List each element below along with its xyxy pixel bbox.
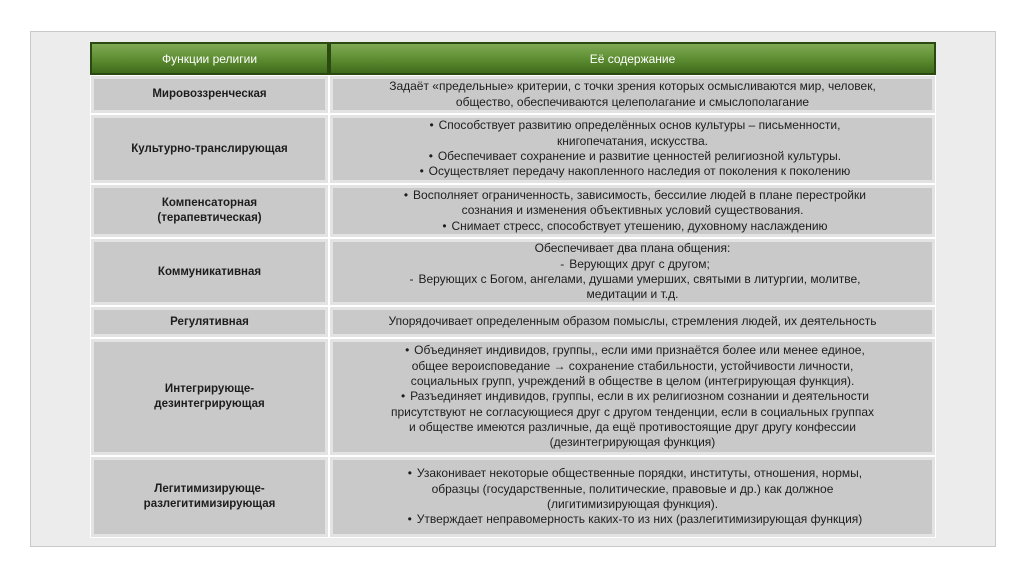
bullet-marker: • [405,343,410,358]
bullet-marker: • [407,466,412,481]
content-line: Обеспечивает два плана общения: [534,241,731,256]
content-line: Верующих с Богом, ангелами, душами умерших, святыми в литургии, молитве, [418,272,861,286]
function-cultural: Культурно-транслирующая [90,114,329,184]
content-line: и обществе имеются различные, да ещё противостоящие друг другу конфессии [409,420,856,435]
bullet-marker: • [428,149,433,163]
content-line: Осуществляет передачу накопленного наследия от поколения к поколению [428,164,851,179]
header-functions: Функции религии [90,42,329,75]
bullet-marker: • [403,187,409,202]
religion-functions-table [90,42,936,538]
function-legitimizing [90,456,329,538]
content-line: общество, обеспечиваются целеполагание и смыслополагание [455,94,810,109]
function-regulative: Регулятивная [90,306,329,338]
content-line: Объединяет индивидов, группы,, если ими признаётся более или менее единое, [414,343,865,358]
content-line: Упорядочивает определенным образом помыслы, стремления людей, их деятельность [388,314,877,329]
function-label-line: Интегрирующе- [164,383,255,396]
content-regulative [329,306,936,338]
content-line: медитации и т.д. [586,287,679,302]
function-label-line: дезинтегрирующая [154,398,265,410]
content-line: Утверждает неправомерность каких-то из них (разлегитимизирующая функция) [416,512,863,527]
content-line: Способствует развитию определённых основ культуры – письменности, [438,118,841,133]
content-line: книгопечатания, искусства. [556,133,709,148]
bullet-marker: • [407,512,412,527]
content-line: социальных групп, учреждений в обществе в целом (интегрирующая функция). [410,373,855,388]
content-line: Снимает стресс, способствует утешению, духовному наслаждению [451,218,828,233]
content-communicative [329,238,936,306]
content-line: сознания и изменения объективных условий существования. [461,203,804,218]
content-line: Верующих друг с другом; [569,256,710,271]
bullet-marker: • [419,164,424,179]
content-worldview [329,75,936,114]
content-line: Обеспечивает сохранение и развитие ценностей религиозной культуры. [437,149,842,163]
content-line: (лигитимизирующая функция). [546,497,719,511]
function-integrative [90,338,329,456]
function-communicative: Коммуникативная [90,238,329,306]
function-label-line: Легитимизирующе- [154,483,265,496]
content-line: Узаконивает некоторые общественные порядки, институты, отношения, нормы, [416,466,863,481]
content-cultural [329,114,936,184]
content-legitimizing [329,456,936,538]
content-line: (дезинтегрирующая функция) [549,435,716,450]
function-worldview: Мировоззренческая [90,75,329,114]
content-line: общее вероисповедание → сохранение стабильности, устойчивости личности, [411,358,854,373]
content-line: образцы (государственные, политические, правовые и др.) как должное [431,481,834,496]
content-line: Разъединяет индивидов, группы, если в их религиозном сознании и деятельности [410,389,869,404]
content-line: Восполняет ограниченность, зависимость, бессилие людей в плане перестройки [413,187,866,202]
content-line: присутствуют не согласующиеся друг с другом тенденции, если в социальных группах [390,404,875,419]
function-label-line: Компенсаторная [161,197,258,210]
function-label-line: (терапевтическая) [157,212,262,224]
bullet-marker: • [400,389,406,404]
bullet-marker: • [442,218,447,233]
function-compensatory [90,184,329,238]
header-content: Её содержание [329,42,936,75]
content-compensatory [329,184,936,238]
bullet-marker: • [429,118,434,133]
dash-marker: - [560,256,565,271]
function-label-line: разлегитимизирующая [143,498,276,510]
content-integrative [329,338,936,456]
content-line: Задаёт «предельные» критерии, с точки зрения которых осмысливаются мир, человек, [389,79,876,94]
dash-marker: - [409,272,414,286]
